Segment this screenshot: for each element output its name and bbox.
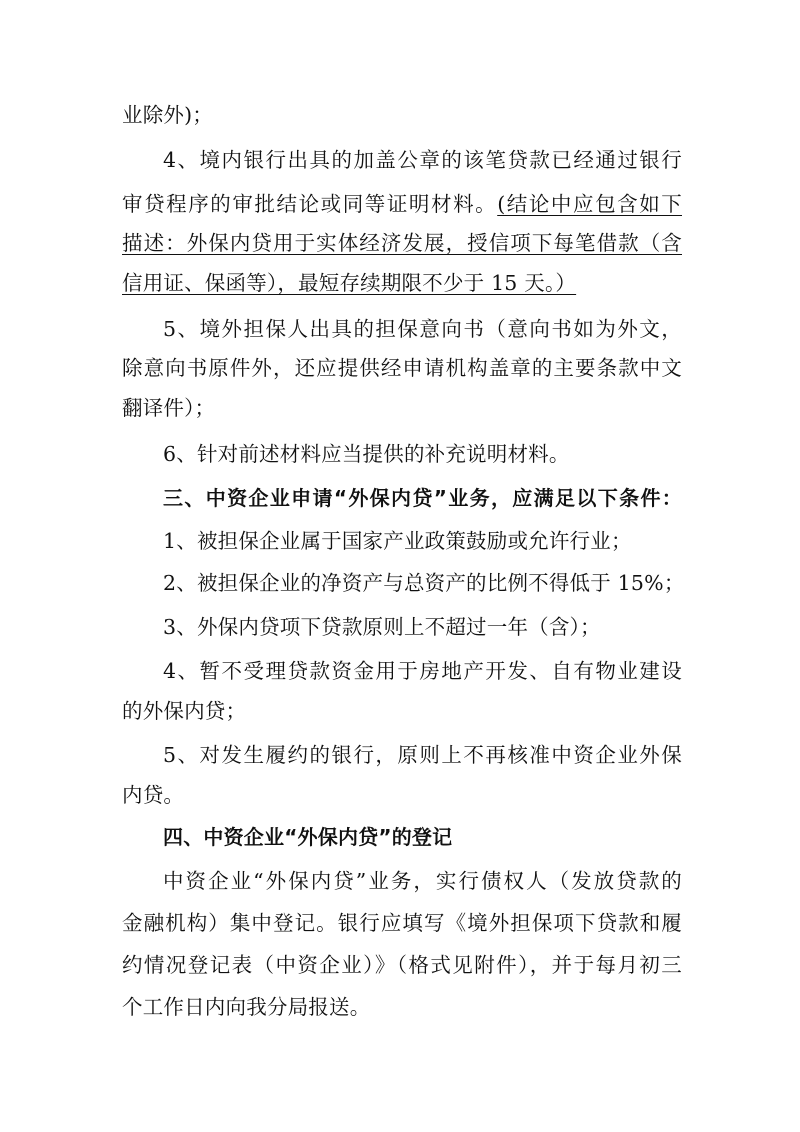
text-line: 除意向书原件外，还应提供经申请机构盖章的主要条款中文 xyxy=(122,356,682,380)
text-segment: 审贷程序的审批结论或同等证明材料。 xyxy=(122,192,498,216)
numbered-item: 4、境内银行出具的加盖公章的该笔贷款已经通过银行 xyxy=(163,148,682,172)
text-line: 业除外)； xyxy=(122,103,213,127)
section-heading: 三、中资企业申请“外保内贷”业务，应满足以下条件： xyxy=(163,486,682,510)
underlined-text-line: 描述：外保内贷用于实体经济发展，授信项下每笔借款（含 xyxy=(122,231,682,255)
numbered-item: 1、被担保企业属于国家产业政策鼓励或允许行业； xyxy=(163,529,632,553)
text-line xyxy=(122,189,682,219)
numbered-item: 5、对发生履约的银行，原则上不再核准中资企业外保 xyxy=(163,743,682,767)
paragraph-line: 个工作日内向我分局报送。 xyxy=(122,995,371,1019)
paragraph-line: 约情况登记表（中资企业）》（格式见附件），并于每月初三 xyxy=(122,953,682,977)
text-line: 翻译件）； xyxy=(122,396,216,420)
paragraph-line: 金融机构）集中登记。银行应填写《境外担保项下贷款和履 xyxy=(122,911,682,935)
numbered-item: 5、境外担保人出具的担保意向书（意向书如为外文， xyxy=(163,317,682,341)
numbered-item: 6、针对前述材料应当提供的补充说明材料。 xyxy=(163,442,570,466)
underlined-text: (结论中应包含如下 xyxy=(497,192,682,216)
numbered-item: 4、暂不受理贷款资金用于房地产开发、自有物业建设 xyxy=(163,659,682,683)
underlined-text-line: 信用证、保函等），最短存续期限不少于 15 天。） xyxy=(122,271,577,295)
text-line: 内贷。 xyxy=(122,783,185,807)
section-heading: 四、中资企业“外保内贷”的登记 xyxy=(163,825,453,849)
paragraph-line: 中资企业“外保内贷”业务，实行债权人（发放贷款的 xyxy=(163,869,682,893)
numbered-item: 2、被担保企业的净资产与总资产的比例不得低于 15%； xyxy=(163,571,685,595)
numbered-item: 3、外保内贷项下贷款原则上不超过一年（含）； xyxy=(163,615,601,639)
text-line: 的外保内贷； xyxy=(122,699,247,723)
